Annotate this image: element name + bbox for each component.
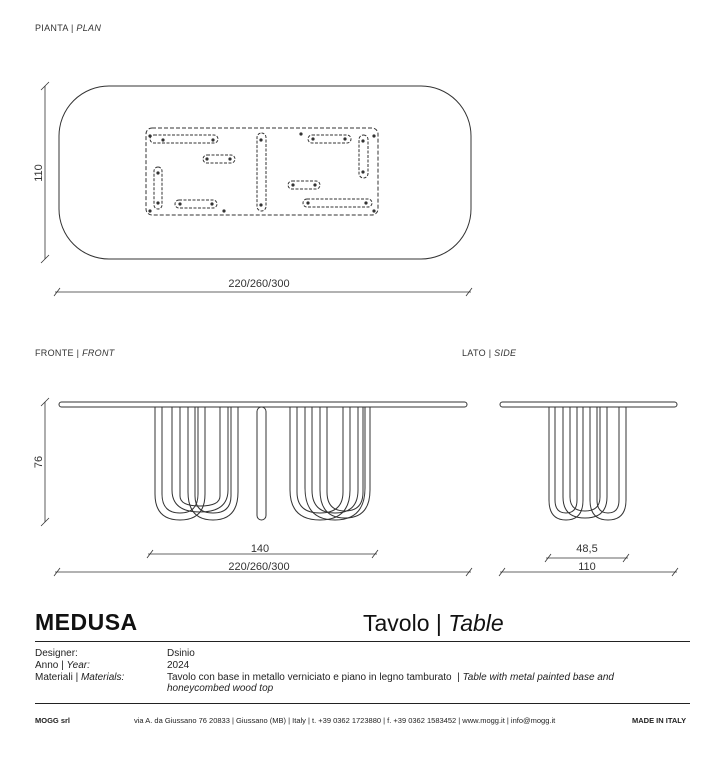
side-base-value: 48,5: [576, 543, 598, 555]
footer-company: MOGG srl: [35, 716, 71, 725]
front-tabletop: [59, 402, 467, 407]
front-view-label: FRONTE | FRONT: [35, 348, 115, 358]
plan-fixing-points: [148, 132, 375, 212]
designer-label: Designer:: [35, 648, 78, 659]
year-value: 2024: [167, 660, 190, 671]
plan-length-value: 220/260/300: [228, 278, 290, 290]
front-length-value: 220/260/300: [228, 561, 290, 573]
footer-made-in: MADE IN ITALY: [632, 716, 687, 725]
plan-depth-value: 110: [33, 164, 45, 182]
front-height-value: 76: [33, 455, 45, 469]
plan-tabletop: [59, 86, 471, 259]
side-depth-value: 110: [578, 561, 596, 573]
year-label: Anno | Year:: [35, 660, 90, 671]
front-left-leg-group: [155, 407, 238, 520]
front-central-leg: [257, 407, 266, 520]
materials-value: Tavolo con base in metallo verniciato e piano in legno tamburato | Table with metal painted base and honeycombed wood top: [167, 672, 614, 694]
front-base-value: 140: [250, 543, 270, 555]
side-leg-group: [549, 407, 626, 520]
side-view-label: LATO | SIDE: [462, 348, 517, 358]
plan-view-label: PIANTA | PLAN: [35, 23, 102, 33]
plan-base-legs: [150, 133, 372, 211]
side-tabletop: [500, 402, 677, 407]
footer-divider: [35, 703, 690, 704]
plan-view: [41, 82, 472, 296]
product-type: Tavolo | Table: [363, 610, 504, 636]
product-name: MEDUSA: [35, 609, 138, 635]
front-right-leg-group: [290, 407, 370, 520]
title-divider: [35, 641, 690, 642]
materials-label: Materiali | Materials:: [35, 672, 125, 683]
designer-value: Dsinio: [167, 648, 195, 659]
footer-address: via A. da Giussano 76 20833 | Giussano (MB) | Italy | t. +39 0362 1723880 | f. +39 0362 1583452 | www.mogg.it | info@mogg.it: [134, 716, 556, 725]
